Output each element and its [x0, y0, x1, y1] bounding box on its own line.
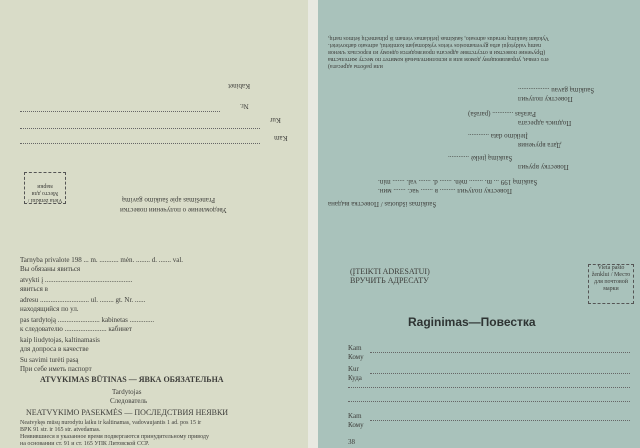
kam-label: Kam: [348, 344, 362, 352]
consequences-text-2: BPK 91 str. ir 165 str. atvedamas.: [20, 427, 101, 433]
address-line-3[interactable]: [348, 401, 630, 402]
upside-text-1: Vykdant šaukimą neradus adresato, šaukimas įteikiamas vienam iš pilnamečių šeimos narių,: [328, 35, 549, 41]
upside-field-3: Parašas ............ (paraša): [468, 110, 537, 118]
kam2-label: Kam: [348, 412, 362, 420]
address-line-1[interactable]: [370, 373, 630, 374]
no-label-upside: Nr.: [240, 102, 249, 110]
left-summons-sheet: [0, 0, 308, 448]
upside-text-2: namų valdytojui arba gyvenamosios vietos vykdomajam komitetui, adresato darbovietei.: [328, 42, 541, 48]
address-line-2[interactable]: [348, 387, 630, 388]
form-line-1: Tarnyba privalote 198 ... m. ........... mėn. ........ d. ....... val.: [20, 256, 184, 264]
form-line-4: явиться в: [20, 285, 48, 293]
form-line-12: При себе иметь паспорт: [20, 365, 92, 373]
postage-stamp-box: Vieta pašto ženklui / Место для почтовой марки: [588, 264, 634, 304]
upside-field-7: Šaukimą įteikė ............: [448, 154, 513, 162]
kam-label-upside: Kam: [274, 134, 288, 142]
upside-field-line: [20, 128, 260, 129]
sledovatel-label: Следователь: [110, 397, 148, 405]
kabinetas-label-upside: Kabinet: [228, 82, 251, 90]
deliver-to-addressee-ru: ВРУЧИТЬ АДРЕСАТУ: [350, 276, 429, 285]
right-summons-sheet: [318, 0, 640, 448]
komu2-label: Кому: [348, 421, 364, 429]
upside-text-4: его семьи, управляющему домом или в исполнительный комитет по месту жительства: [328, 56, 549, 62]
upside-field-2: Повестку получил: [518, 95, 573, 103]
form-line-5: adresu ............................ ul. ........ gt. Nr. ......: [20, 296, 146, 304]
summons-title: Raginimas—Повестка: [408, 315, 536, 329]
receipt-title-lt-upside: Pranešimas apie šaukimo gavimą: [122, 196, 216, 204]
form-line-8: к следователю ........................ кабинет: [20, 325, 132, 333]
upside-text-3: (Вручение повестки в отсутствие адресата производится одному из взрослых членов: [328, 49, 546, 55]
issued-label-upside: Šaukimas išduotas / Повестка выдана: [328, 200, 437, 208]
upside-text-5: или работы адресата): [328, 63, 383, 69]
deliver-to-addressee-lt: (ĮTEIKTI ADRESATUI): [350, 267, 430, 276]
kur-label-upside: Kur: [270, 116, 281, 124]
upside-field-6: Дата вручения: [518, 141, 562, 149]
upside-field-line: [20, 143, 260, 144]
consequences-title: NEATVYKIMO PASEKMĖS — ПОСЛЕДСТВИЯ НЕЯВКИ: [26, 408, 229, 417]
footer-number: 38: [348, 438, 355, 446]
upside-field-9: Šaukimą 199 ... m. ........ mėn. ....... d. ....... val. ....... min.: [378, 178, 538, 186]
upside-field-line: [20, 111, 220, 112]
kur-label: Kur: [348, 365, 359, 373]
mandatory-notice: ATVYKIMAS BŪTINAS — ЯВКА ОБЯЗАТЕЛЬНА: [40, 375, 224, 384]
upside-field-10: Повестку получил ......... в ....... час. ....... мин.: [378, 187, 512, 195]
tardytojas-label: Tardytojas: [112, 388, 142, 396]
form-line-11: Su savimi turėti pasą: [20, 356, 79, 364]
consequences-text-1: Neatvykęs mūsų nurodytu laiku ir kaltinamas, vadovaujantis 1 ad. pos 15 ir: [20, 420, 202, 426]
komu-label: Кому: [348, 353, 364, 361]
kuda-label: Куда: [348, 374, 362, 382]
form-line-10: для допроса в качестве: [20, 345, 89, 353]
upside-field-1: Šaukimą gavau ..................: [518, 86, 595, 94]
form-line-3: atvykti į ..................................................: [20, 276, 133, 284]
form-line-7: pas tardytoją ........................ kabinetas ..............: [20, 316, 155, 324]
upside-field-5: Įteikimo data ............: [468, 132, 528, 140]
consequences-text-4: на основании ст. 91 и ст. 165 УПК Литовской ССР.: [20, 441, 150, 447]
form-line-9: kaip liudytojas, kaltinamasis: [20, 336, 100, 344]
addressee-name-line[interactable]: [370, 352, 630, 353]
upside-field-4: Подпись адресата: [518, 119, 572, 127]
upside-field-8: Повестку вручил: [518, 163, 569, 171]
sender-line[interactable]: [370, 420, 630, 421]
consequences-text-3: Неявившиеся в указанное время подвергаются принудительному приводу: [20, 434, 209, 440]
form-line-2: Вы обязаны явиться: [20, 265, 81, 273]
page-gutter: [308, 0, 318, 448]
stamp-box-upside: Vieta ženklui / Место для марки: [24, 172, 66, 204]
receipt-title-ru-upside: Уведомление о получении повестки: [120, 206, 227, 214]
form-line-6: находящийся по ул.: [20, 305, 79, 313]
